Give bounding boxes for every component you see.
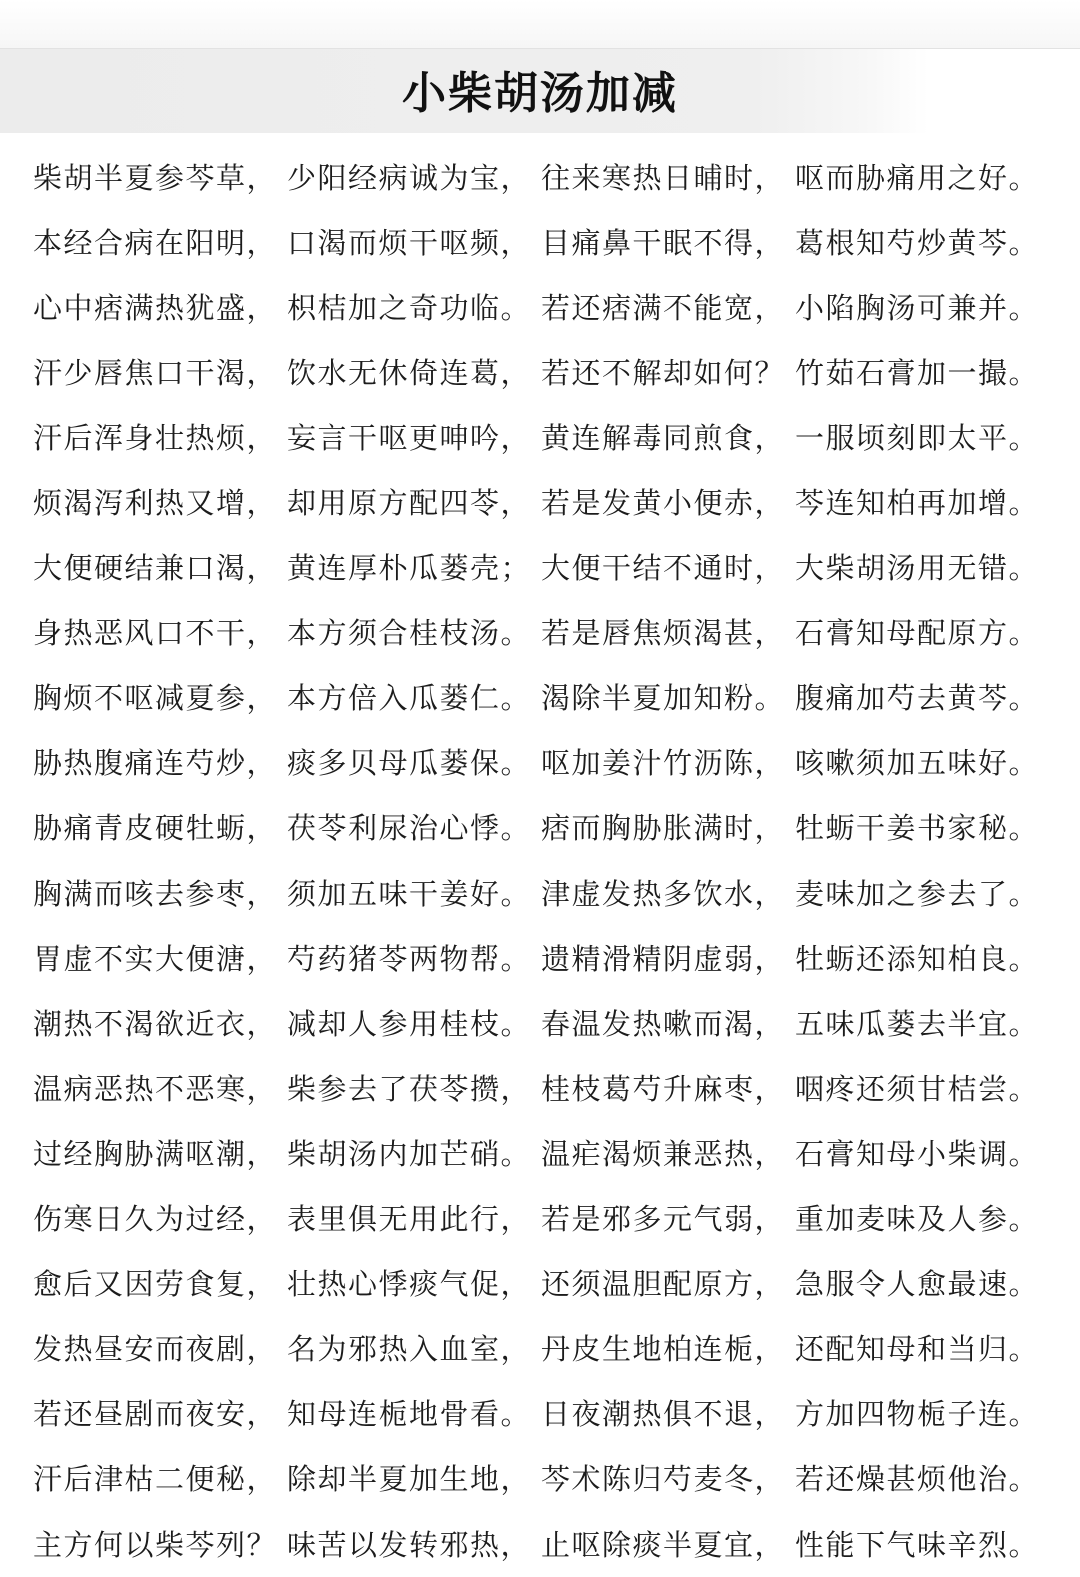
poem-verse: 本方倍入瓜蒌仁。 (287, 681, 532, 716)
poem-line (33, 1121, 1053, 1186)
top-margin (0, 0, 1080, 48)
poem-verse: 知母连栀地骨看。 (287, 1397, 532, 1432)
poem-verse: 茯苓利尿治心悸。 (287, 811, 532, 846)
poem-verse: 方加四物栀子连。 (795, 1397, 1040, 1432)
poem-verse: 目痛鼻干眠不得， (541, 225, 786, 260)
poem-verse: 石膏知母配原方。 (795, 616, 1040, 651)
poem-verse: 春温发热嗽而渴， (541, 1006, 786, 1041)
poem-line (33, 470, 1053, 535)
poem-verse: 五味瓜蒌去半宜。 (795, 1006, 1040, 1041)
poem-verse: 胁热腹痛连芍炒， (33, 746, 278, 781)
poem-verse: 牡蛎干姜书家秘。 (795, 811, 1040, 846)
poem-verse: 汗少唇焦口干渴， (33, 355, 278, 390)
poem-verse: 柴胡汤内加芒硝。 (287, 1136, 532, 1171)
poem-line (33, 1317, 1053, 1382)
poem-verse: 愈后又因劳食复， (33, 1267, 278, 1302)
poem-verse: 若还昼剧而夜安， (33, 1397, 278, 1432)
poem-verse: 壮热心悸痰气促， (287, 1267, 532, 1302)
poem-verse: 若还燥甚烦他治。 (795, 1462, 1040, 1497)
poem-line (33, 275, 1053, 340)
poem-verse: 日夜潮热俱不退， (541, 1397, 786, 1432)
poem-verse: 往来寒热日晡时， (541, 160, 786, 195)
poem-verse: 痰多贝母瓜蒌保。 (287, 746, 532, 781)
poem-verse: 潮热不渴欲近衣， (33, 1006, 278, 1041)
poem-verse: 遗精滑精阴虚弱， (541, 941, 786, 976)
poem-verse: 汗后津枯二便秘， (33, 1462, 278, 1497)
poem-line (33, 1056, 1053, 1121)
poem-verse: 止呕除痰半夏宜， (541, 1527, 786, 1562)
poem-verse: 柴参去了茯苓攒， (287, 1071, 532, 1106)
poem-line (33, 731, 1053, 796)
poem-verse: 表里俱无用此行， (287, 1202, 532, 1237)
poem-verse: 一服顷刻即太平。 (795, 420, 1040, 455)
poem-verse: 本经合病在阳明， (33, 225, 278, 260)
poem-verse: 妄言干呕更呻吟， (287, 420, 532, 455)
poem-verse: 心中痞满热犹盛， (33, 290, 278, 325)
poem-line (33, 210, 1053, 275)
poem-verse: 咽疼还须甘桔尝。 (795, 1071, 1040, 1106)
poem-line (33, 601, 1053, 666)
poem-verse: 胁痛青皮硬牡蛎， (33, 811, 278, 846)
poem-verse: 枳桔加之奇功临。 (287, 290, 532, 325)
poem-verse: 若还不解却如何？ (541, 355, 786, 390)
poem-line (33, 666, 1053, 731)
poem-verse: 黄连解毒同煎食， (541, 420, 786, 455)
poem-line (33, 1382, 1053, 1447)
poem-line (33, 991, 1053, 1056)
poem-line (33, 405, 1053, 470)
poem-verse: 本方须合桂枝汤。 (287, 616, 532, 651)
poem-line (33, 796, 1053, 861)
poem-verse: 胸满而咳去参枣， (33, 876, 278, 911)
poem-line (33, 861, 1053, 926)
poem-verse: 饮水无休倚连葛， (287, 355, 532, 390)
poem-line (33, 1252, 1053, 1317)
poem-verse: 石膏知母小柴调。 (795, 1136, 1040, 1171)
poem-line (33, 145, 1053, 210)
poem-verse: 丹皮生地柏连栀， (541, 1332, 786, 1367)
poem-verse: 芩连知柏再加增。 (795, 486, 1040, 521)
poem-verse: 烦渴泻利热又增， (33, 486, 278, 521)
poem-verse: 胸烦不呕减夏参， (33, 681, 278, 716)
poem-verse: 柴胡半夏参芩草， (33, 160, 278, 195)
poem-verse: 须加五味干姜好。 (287, 876, 532, 911)
poem-line (33, 1512, 1053, 1577)
poem-verse: 除却半夏加生地， (287, 1462, 532, 1497)
poem-verse: 名为邪热入血室， (287, 1332, 532, 1367)
poem-verse: 大便干结不通时， (541, 551, 786, 586)
poem-verse: 汗后浑身壮热烦， (33, 420, 278, 455)
poem-verse: 大便硬结兼口渴， (33, 551, 278, 586)
poem-verse: 津虚发热多饮水， (541, 876, 786, 911)
poem-verse: 还配知母和当归。 (795, 1332, 1040, 1367)
poem-verse: 若是发黄小便赤， (541, 486, 786, 521)
poem-verse: 少阳经病诚为宝， (287, 160, 532, 195)
poem-verse: 桂枝葛芍升麻枣， (541, 1071, 786, 1106)
poem-verse: 急服令人愈最速。 (795, 1267, 1040, 1302)
poem-verse: 还须温胆配原方， (541, 1267, 786, 1302)
poem-verse: 身热恶风口不干， (33, 616, 278, 651)
poem-verse: 若还痞满不能宽， (541, 290, 786, 325)
poem-verse: 味苦以发转邪热， (287, 1527, 532, 1562)
poem-verse: 腹痛加芍去黄芩。 (795, 681, 1040, 716)
poem-verse: 渴除半夏加知粉。 (541, 681, 786, 716)
poem-line (33, 1447, 1053, 1512)
poem-verse: 小陷胸汤可兼并。 (795, 290, 1040, 325)
poem-verse: 口渴而烦干呕频， (287, 225, 532, 260)
poem-verse: 却用原方配四苓， (287, 486, 532, 521)
poem-verse: 黄连厚朴瓜蒌壳； (287, 551, 532, 586)
poem-verse: 若是唇焦烦渴甚， (541, 616, 786, 651)
poem-line (33, 340, 1053, 405)
poem-verse: 呕而胁痛用之好。 (795, 160, 1040, 195)
poem-verse: 竹茹石膏加一撮。 (795, 355, 1040, 390)
poem-verse: 发热昼安而夜剧， (33, 1332, 278, 1367)
poem-verse: 痞而胸胁胀满时， (541, 811, 786, 846)
poem-verse: 牡蛎还添知柏良。 (795, 941, 1040, 976)
poem-verse: 大柴胡汤用无错。 (795, 551, 1040, 586)
poem-verse: 温疟渴烦兼恶热， (541, 1136, 786, 1171)
poem-verse: 葛根知芍炒黄芩。 (795, 225, 1040, 260)
page-title: 小柴胡汤加减 (402, 68, 678, 119)
poem-verse: 胃虚不实大便溏， (33, 941, 278, 976)
poem-line (33, 1187, 1053, 1252)
poem-verse: 呕加姜汁竹沥陈， (541, 746, 786, 781)
poem-body (33, 145, 1053, 1577)
poem-verse: 温病恶热不恶寒， (33, 1071, 278, 1106)
poem-verse: 麦味加之参去了。 (795, 876, 1040, 911)
poem-line (33, 926, 1053, 991)
poem-verse: 主方何以柴芩列？ (33, 1527, 278, 1562)
poem-verse: 伤寒日久为过经， (33, 1202, 278, 1237)
poem-verse: 重加麦味及人参。 (795, 1202, 1040, 1237)
poem-verse: 过经胸胁满呕潮， (33, 1136, 278, 1171)
poem-verse: 性能下气味辛烈。 (795, 1527, 1040, 1562)
poem-verse: 若是邪多元气弱， (541, 1202, 786, 1237)
poem-verse: 芩术陈归芍麦冬， (541, 1462, 786, 1497)
poem-line (33, 536, 1053, 601)
poem-verse: 减却人参用桂枝。 (287, 1006, 532, 1041)
poem-verse: 咳嗽须加五味好。 (795, 746, 1040, 781)
poem-verse: 芍药猪苓两物帮。 (287, 941, 532, 976)
